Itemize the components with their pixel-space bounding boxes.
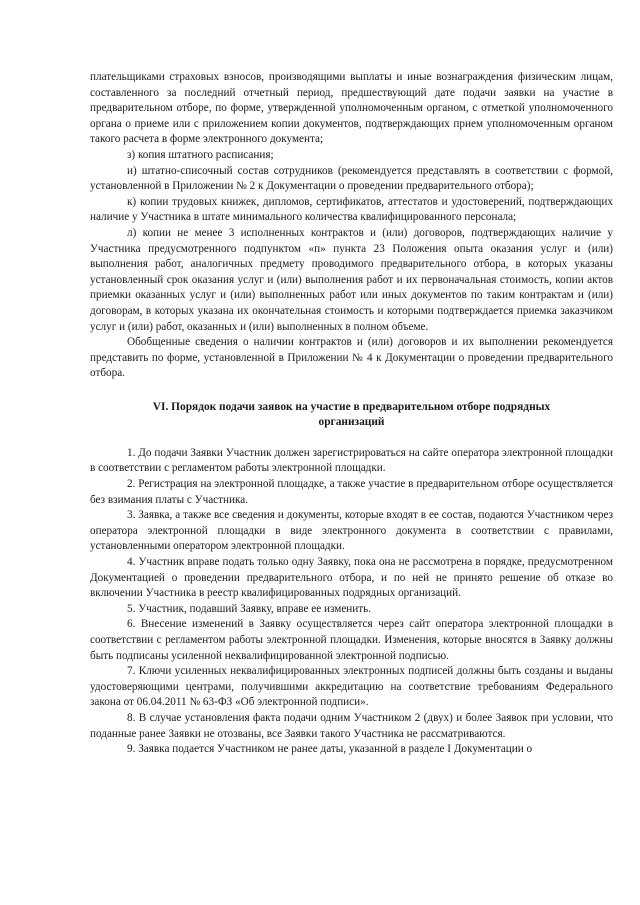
paragraph-9: 9. Заявка подается Участником не ранее даты, указанной в разделе I Документации о [127, 743, 533, 756]
paragraph-7: 7. Ключи усиленных неквалифицированных электронных подписей должны быть созданы и выданы удостоверяющими центрами, получившими аккредитацию на соответствие требованиям Федерального закона от 06.04.2011 № 63-ФЗ «Об электронной подписи». [90, 665, 613, 709]
paragraph-summary: Обобщенные сведения о наличии контрактов и (или) договоров и их выполнении рекомендуется представить по форме, установленной в Приложении № 4 к Документации о проведении предварительного отбора. [90, 336, 613, 380]
paragraph-5: 5. Участник, подавший Заявку, вправе ее изменить. [127, 602, 372, 615]
paragraph-item-i: и) штатно-списочный состав сотрудников (рекомендуется представлять в соответствии с формой, установленной в Приложении № 2 к Документации о проведении предварительного отбора); [90, 164, 613, 193]
paragraph-continuation: плательщиками страховых взносов, производящими выплаты и иные вознаграждения физическим лицам, составленного за последний отчетный период, предшествующий дате подачи заявки на участие в предварительном отборе, по форме, утвержденной уполномоченным органом, с отметкой уполномоченного органа о приеме или с приложением копии документов, подтверждающих прием уполномоченным органом такого расчета в форме электронного документа; [90, 71, 613, 146]
paragraph-3: 3. Заявка, а также все сведения и документы, которые входят в ее состав, подаются Участником через оператора электронной площадки в виде электронного документа в соответствии с правилами, установленными оператором электронной площадки. [90, 509, 613, 553]
paragraph-6: 6. Внесение изменений в Заявку осуществляется через сайт оператора электронной площадки в соответствии с регламентом работы электронной площадки. Изменения, которые вносятся в Заявку должны быть подписаны усиленной неквалифицированной электронной подписью. [90, 618, 613, 662]
paragraph-item-z: з) копия штатного расписания; [127, 148, 274, 161]
paragraph-item-l: л) копии не менее 3 исполненных контрактов и (или) договоров, подтверждающих наличие у Участника предусмотренного подпунктом «п» пункта 23 Положения опыта оказания услуг и (или) выполнения работ, аналогичных предмету проводимого предварительного отбора, в которых указаны установленный срок оказания услуг и (или) выполнения работ и их первоначальная стоимость, копии актов приемки оказанных услуг и (или) выполненных работ или иных документов по таким контрактам и (или) договорам, в которых указана их окончательная стоимость и которыми подтверждается приемка заказчиком услуг и (или) работ, оказанных и (или) выполненных в полном объеме. [90, 226, 613, 333]
paragraph-4: 4. Участник вправе подать только одну Заявку, пока она не рассмотрена в порядке, предусмотренном Документацией о проведении предварительного отбора, и по ней не принято решение об отказе во включении Участника в реестр квалифицированных подрядных организаций. [90, 556, 613, 600]
paragraph-8: 8. В случае установления факта подачи одним Участником 2 (двух) и более Заявок при условии, что поданные ранее Заявки не отозваны, все Заявки такого Участника не рассматриваются. [90, 711, 613, 740]
paragraph-1: 1. До подачи Заявки Участник должен зарегистрироваться на сайте оператора электронной площадки в соответствии с регламентом работы электронной площадки. [90, 446, 613, 475]
paragraph-2: 2. Регистрация на электронной площадке, а также участие в предварительном отборе осуществляется без взимания платы с Участника. [90, 478, 613, 506]
section-heading: VI. Порядок подачи заявок на участие в предварительном отборе подрядных организаций [152, 400, 551, 428]
paragraph-item-k: к) копии трудовых книжек, дипломов, сертификатов, аттестатов и удостоверений, подтверждающих наличие у Участника в штате минимального количества квалифицированного персонала; [90, 195, 613, 224]
